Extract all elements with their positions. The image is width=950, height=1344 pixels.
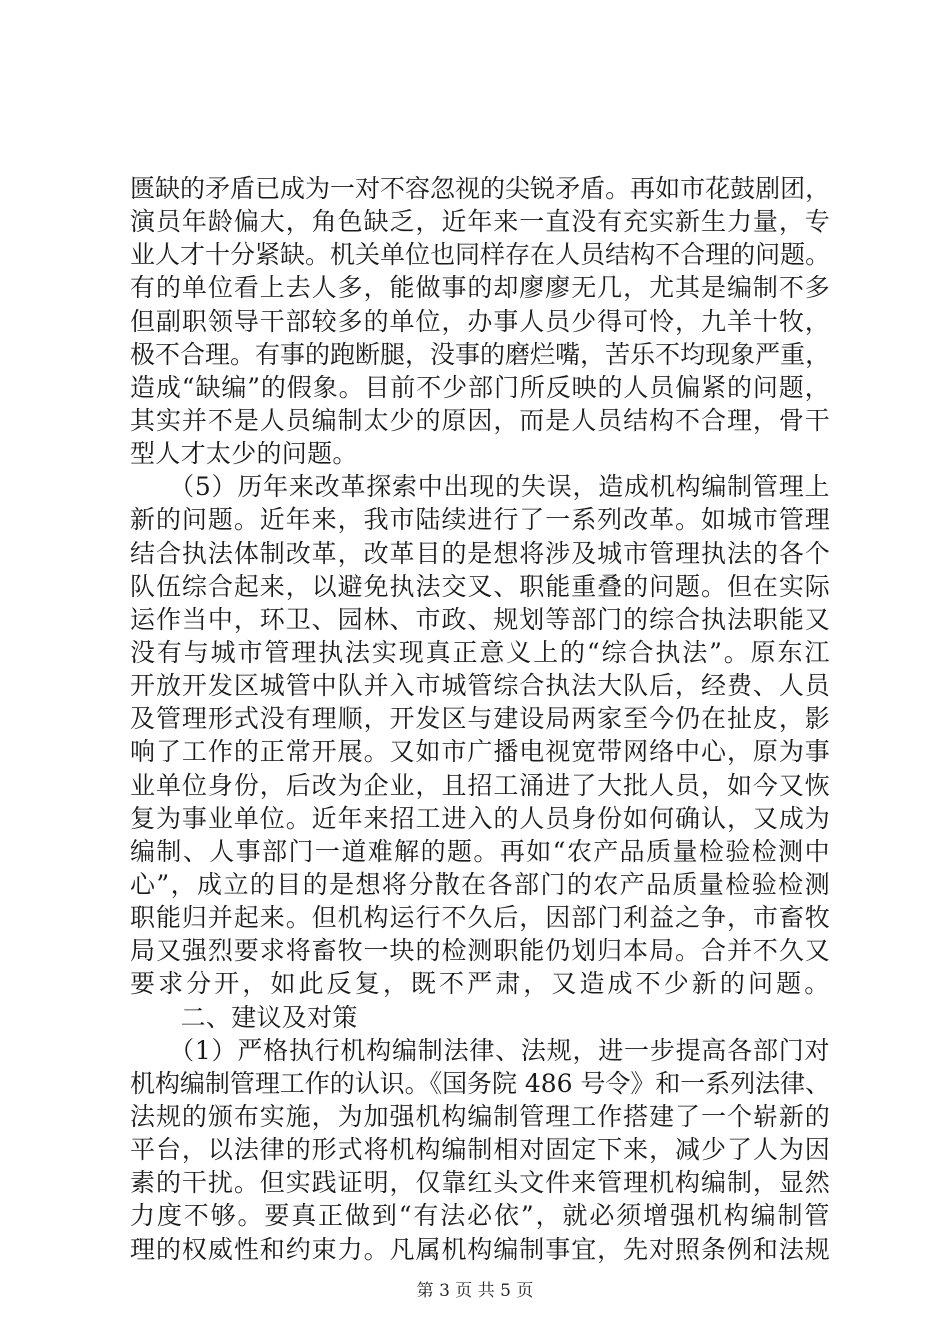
- text-line: 响了工作的正常开展。又如市广播电视宽带网络中心，原为事: [130, 737, 831, 767]
- text-line: 有的单位看上去人多，能做事的却廖廖无几，尤其是编制不多: [130, 273, 831, 303]
- text-line: 业人才十分紧缺。机关单位也同样存在人员结构不合理的问题。: [130, 240, 831, 270]
- text-line: 二、建议及对策: [130, 1002, 358, 1032]
- text-line: 运作当中，环卫、园林、市政、规划等部门的综合执法职能又: [130, 604, 831, 634]
- text-line: 素的干扰。但实践证明，仅靠红头文件来管理机构编制，显然: [130, 1168, 831, 1198]
- text-line: 机构编制管理工作的认识。《国务院 486 号令》和一系列法律、: [130, 1068, 831, 1098]
- text-line: 没有与城市管理执法实现真正意义上的“综合执法”。原东江: [130, 637, 832, 667]
- text-line: 心”，成立的目的是想将分散在各部门的农产品质量检验检测: [130, 869, 831, 899]
- text-line: 型人才太少的问题。: [130, 439, 358, 469]
- text-line: 局又强烈要求将畜牧一块的检测职能仍划归本局。合并不久又: [130, 936, 831, 966]
- text-line: 队伍综合起来，以避免执法交叉、职能重叠的问题。但在实际: [130, 571, 831, 601]
- text-line: 匮缺的矛盾已成为一对不容忽视的尖锐矛盾。再如市花鼓剧团，: [130, 174, 831, 203]
- text-line: 业单位身份，后改为企业，且招工涌进了大批人员，如今又恢: [130, 770, 831, 800]
- text-line: 极不合理。有事的跑断腿，没事的磨烂嘴，苦乐不均现象严重，: [130, 339, 831, 369]
- text-line: （1）严格执行机构编制法律、法规，进一步提高各部门对: [130, 1035, 831, 1065]
- body-text: [130, 172, 833, 1266]
- text-line: 要求分开，如此反复，既不严肃，又造成不少新的问题。: [130, 969, 833, 999]
- text-line: 法规的颁布实施，为加强机构编制管理工作搭建了一个崭新的: [130, 1101, 831, 1131]
- page-footer: 第 3 页 共 5 页: [416, 1281, 534, 1301]
- text-line: 平台，以法律的形式将机构编制相对固定下来，减少了人为因: [130, 1135, 831, 1165]
- text-line: 复为事业单位。近年来招工进入的人员身份如何确认，又成为: [130, 803, 831, 833]
- text-line: 力度不够。要真正做到“有法必依”，就必须增强机构编制管: [130, 1201, 832, 1231]
- text-line: 演员年龄偏大，角色缺乏，近年来一直没有充实新生力量，专: [130, 207, 831, 237]
- text-line: 编制、人事部门一道难解的题。再如“农产品质量检验检测中: [130, 836, 831, 866]
- text-line: 及管理形式没有理顺，开发区与建设局两家至今仍在扯皮，影: [130, 704, 831, 734]
- text-line: 职能归并起来。但机构运行不久后，因部门利益之争，市畜牧: [130, 903, 831, 933]
- text-line: 造成“缺编”的假象。目前不少部门所反映的人员偏紧的问题，: [130, 372, 831, 402]
- text-line: 开放开发区城管中队并入市城管综合执法大队后，经费、人员: [130, 671, 831, 701]
- text-line: 结合执法体制改革，改革目的是想将涉及城市管理执法的各个: [130, 538, 831, 568]
- text-line: 其实并不是人员编制太少的原因，而是人员结构不合理，骨干: [130, 405, 831, 435]
- text-line: （5）历年来改革探索中出现的失误，造成机构编制管理上: [130, 472, 831, 502]
- text-line: 理的权威性和约束力。凡属机构编制事宜，先对照条例和法规: [130, 1234, 831, 1264]
- text-line: 新的问题。近年来，我市陆续进行了一系列改革。如城市管理: [130, 505, 831, 535]
- text-line: 但副职领导干部较多的单位，办事人员少得可怜，九羊十牧，: [130, 306, 831, 336]
